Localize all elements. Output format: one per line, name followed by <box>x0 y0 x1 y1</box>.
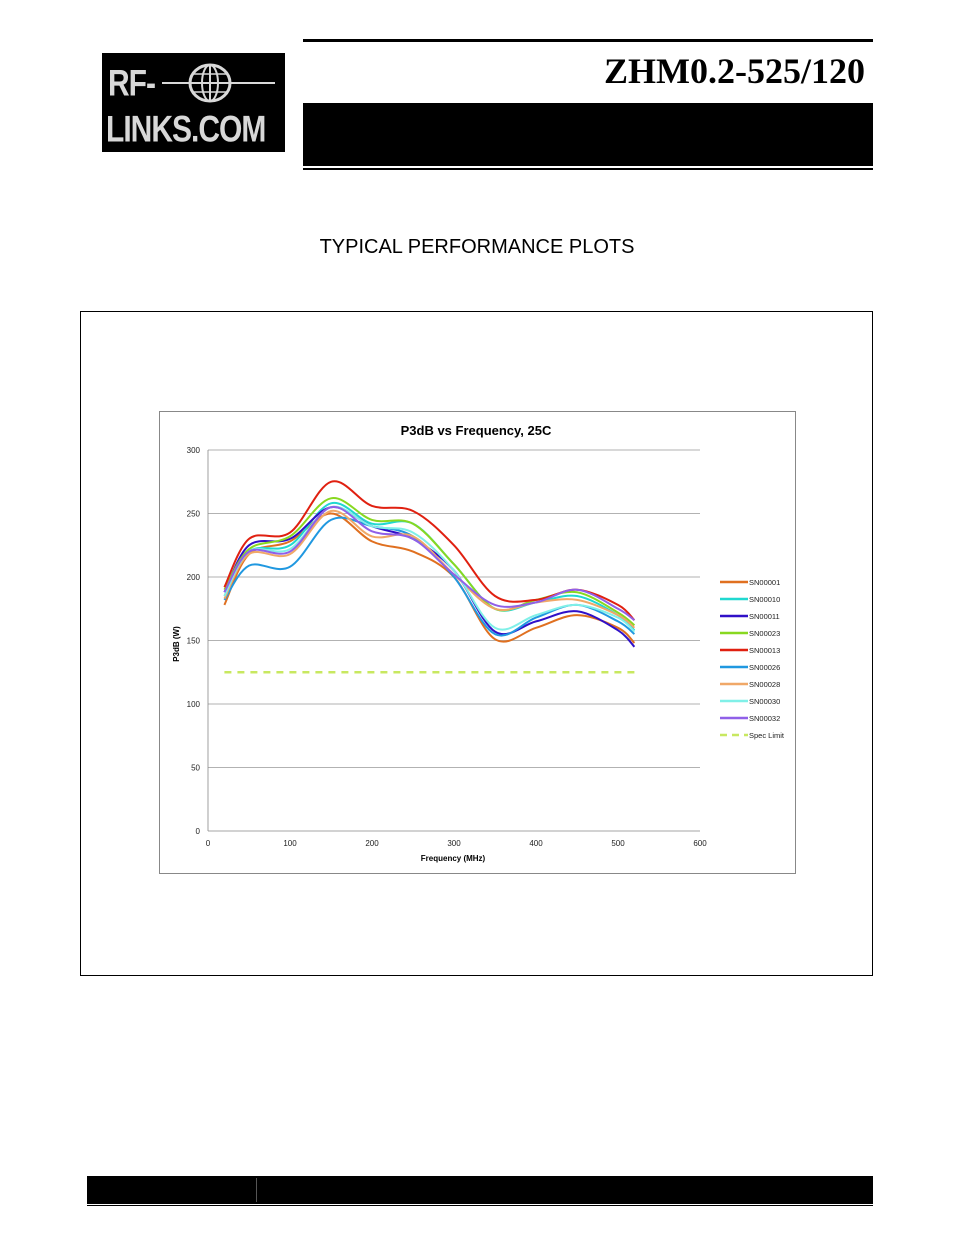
x-tick-label: 300 <box>447 839 461 848</box>
legend-label: SN00028 <box>749 680 781 689</box>
header-black-band <box>303 103 873 166</box>
x-axis-label: Frequency (MHz) <box>420 854 486 863</box>
legend-label: SN00010 <box>749 595 781 604</box>
chart-container <box>159 411 796 874</box>
series-line-sn00032 <box>224 507 634 620</box>
legend-label: SN00032 <box>749 714 781 723</box>
chart-legend <box>720 578 785 740</box>
logo-text-line2: LINKS.COM <box>106 109 266 151</box>
p3db-chart <box>160 412 795 873</box>
x-tick-label: 400 <box>529 839 543 848</box>
x-tick-label: 200 <box>365 839 379 848</box>
y-axis-label: P3dB (W) <box>172 626 181 662</box>
globe-icon <box>160 59 280 109</box>
y-tick-label: 200 <box>186 573 200 582</box>
header-bottom-rule <box>303 168 873 170</box>
logo-text-line1: RF- <box>108 63 155 105</box>
x-tick-label: 100 <box>283 839 297 848</box>
chart-grid <box>208 450 700 831</box>
y-tick-labels <box>187 446 201 836</box>
x-tick-label: 600 <box>693 839 707 848</box>
part-number-title: ZHM0.2-525/120 <box>604 51 865 91</box>
legend-label: Spec Limit <box>749 731 785 740</box>
y-tick-label: 150 <box>186 636 200 646</box>
chart-title: P3dB vs Frequency, 25C <box>400 423 552 438</box>
legend-label: SN00026 <box>749 663 781 672</box>
footer-divider <box>256 1178 257 1202</box>
legend-label: SN00013 <box>749 646 781 655</box>
legend-label: SN00023 <box>749 629 781 638</box>
x-tick-label: 0 <box>205 839 211 848</box>
y-tick-label: 300 <box>186 446 200 455</box>
company-logo <box>102 53 285 152</box>
section-title: TYPICAL PERFORMANCE PLOTS <box>319 236 635 258</box>
footer-rule <box>87 1205 873 1206</box>
x-tick-label: 500 <box>611 839 625 848</box>
x-tick-labels <box>206 839 707 848</box>
header-top-rule <box>303 39 873 42</box>
series-line-sn00023 <box>224 498 634 625</box>
series-line-sn00001 <box>224 514 634 644</box>
y-tick-label: 50 <box>191 763 200 773</box>
legend-label: SN00001 <box>749 578 781 587</box>
y-tick-label: 250 <box>186 509 200 519</box>
y-tick-label: 100 <box>186 700 200 709</box>
footer-bar <box>87 1176 873 1204</box>
legend-label: SN00011 <box>749 612 780 621</box>
y-tick-label: 0 <box>195 827 200 836</box>
legend-label: SN00030 <box>749 697 781 706</box>
